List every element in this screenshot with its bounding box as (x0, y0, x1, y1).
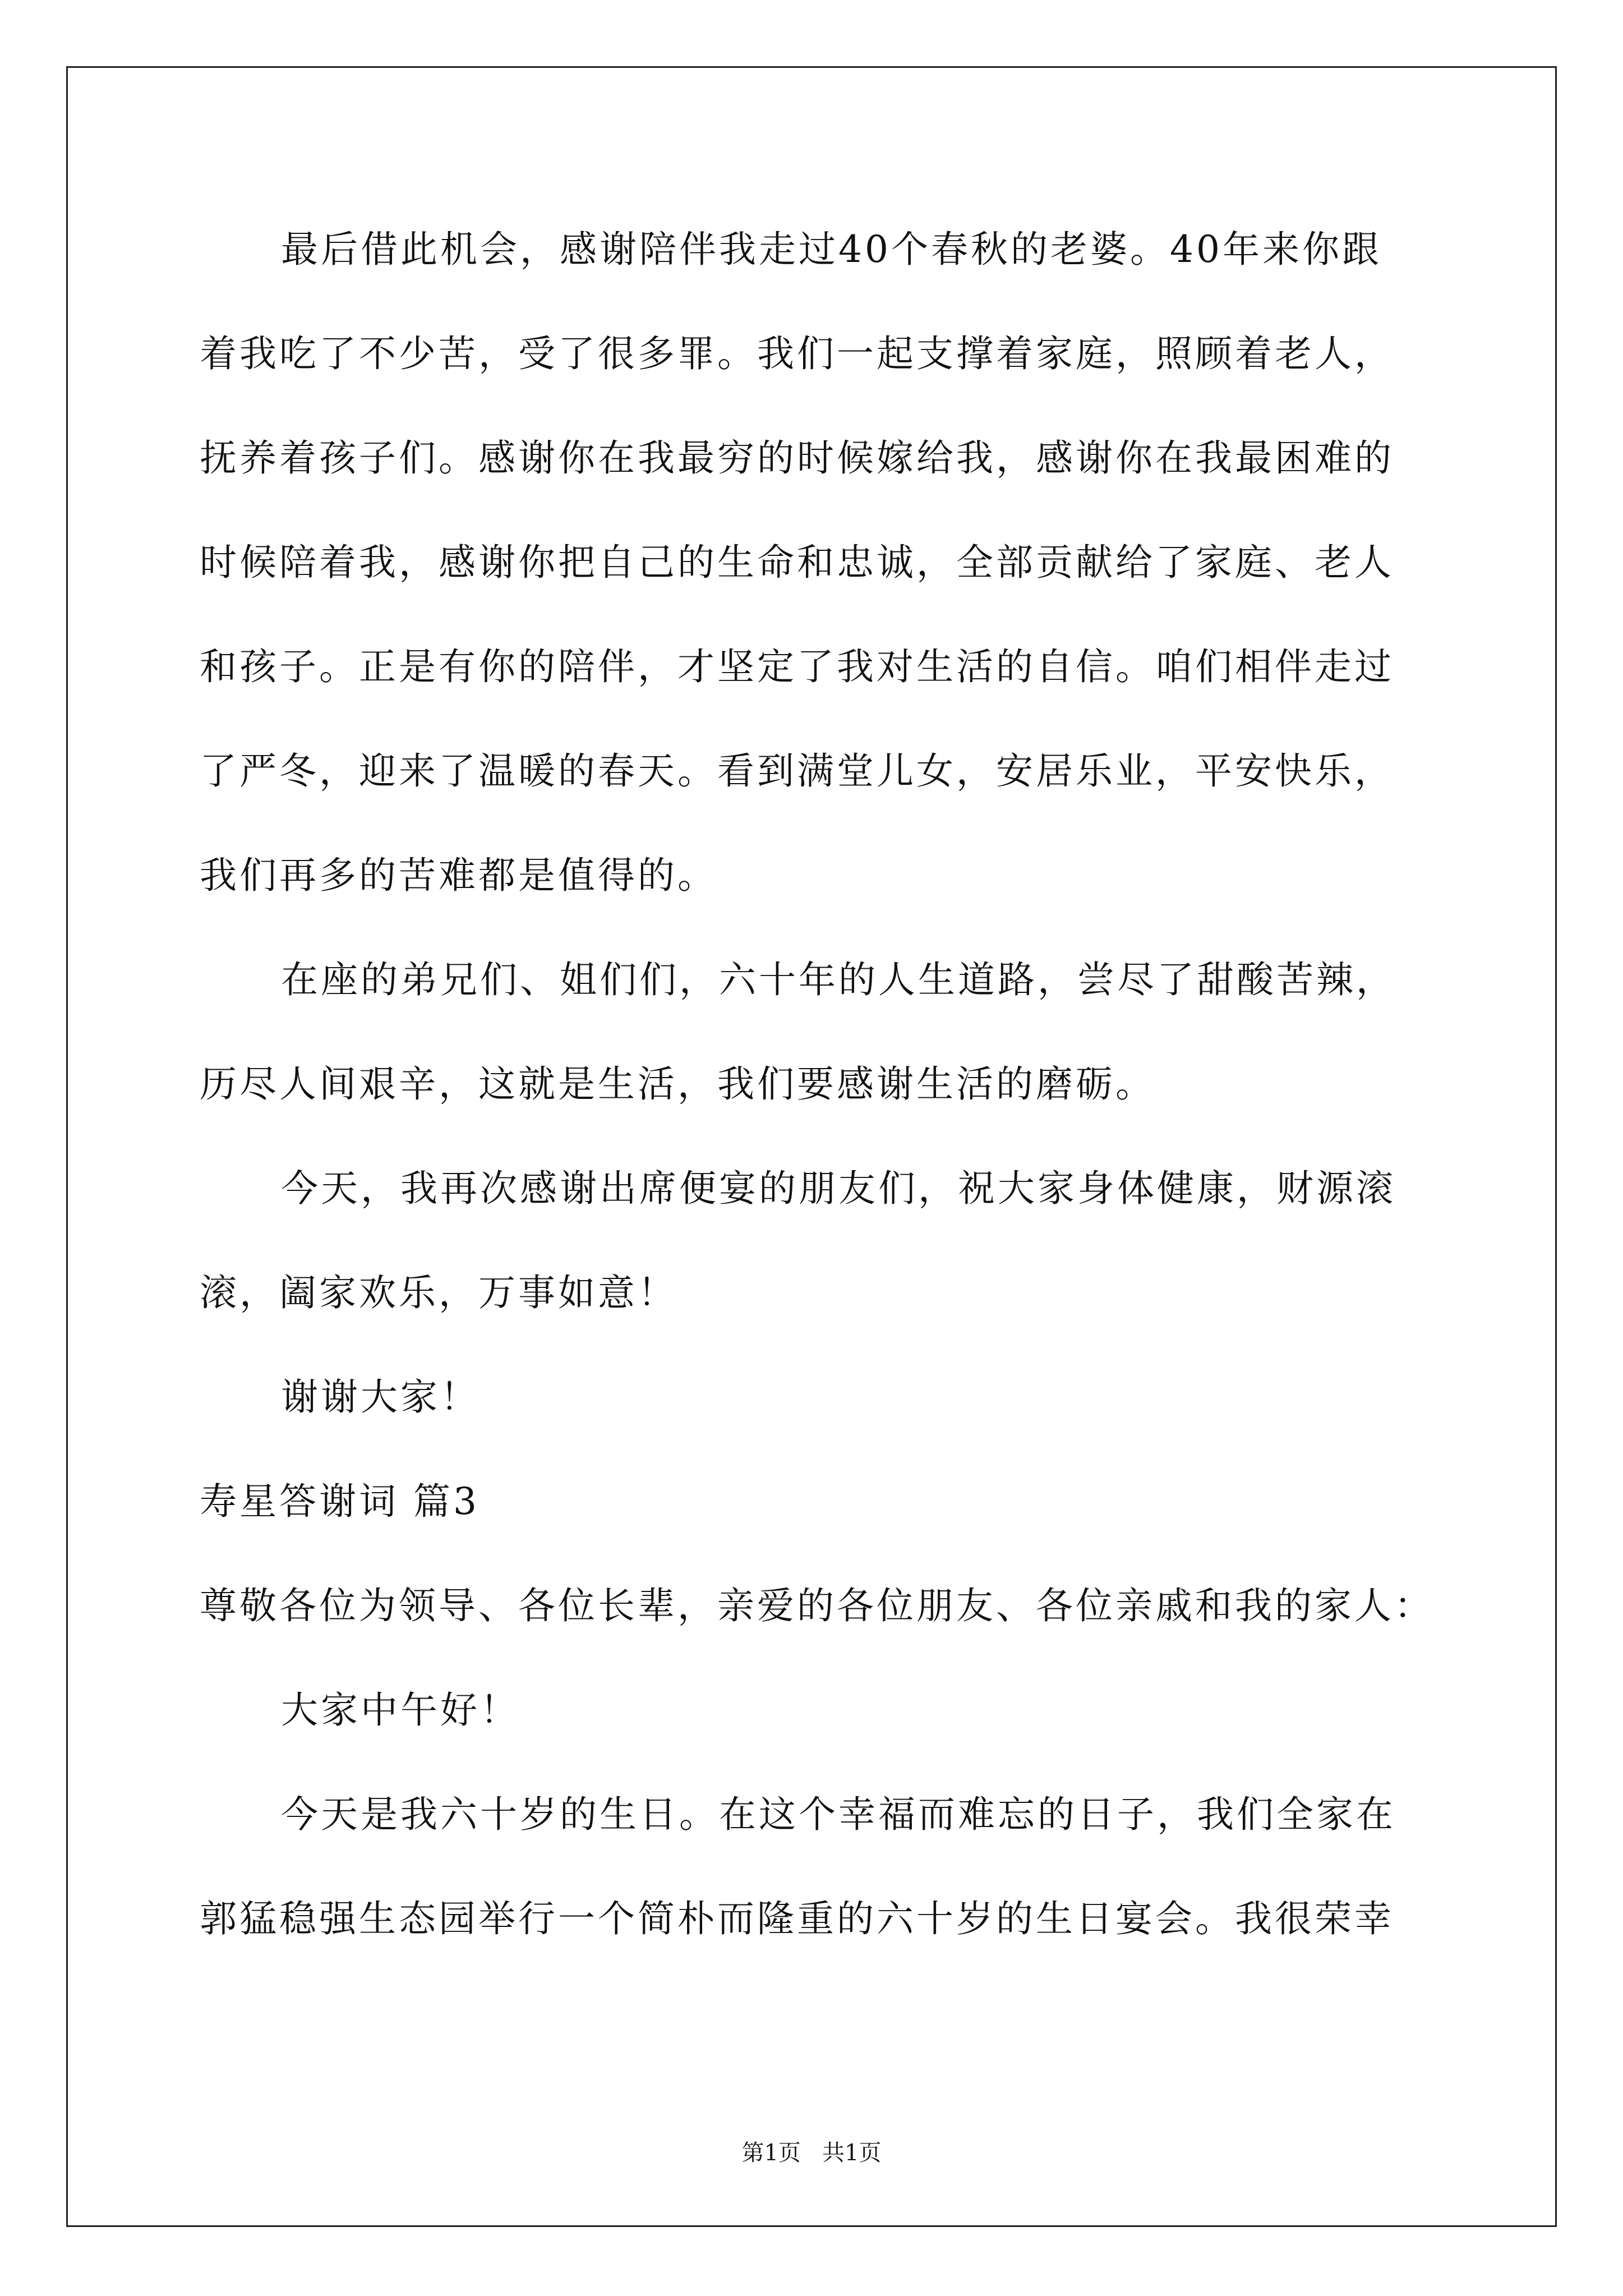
paragraph-line: 着我吃了不少苦，受了很多罪。我们一起支撑着家庭，照顾着老人， (200, 332, 1394, 375)
section-heading: 寿星答谢词 篇3 (200, 1480, 479, 1523)
paragraph-line: 历尽人间艰辛，这就是生活，我们要感谢生活的磨砺。 (200, 1062, 1155, 1106)
paragraph-line: 我们再多的苦难都是值得的。 (200, 854, 717, 897)
paragraph-line: 滚，阖家欢乐，万事如意！ (200, 1271, 677, 1314)
salutation-line: 尊敬各位为领导、各位长辈，亲爱的各位朋友、各位亲戚和我的家人： (200, 1584, 1434, 1627)
paragraph-line: 最后借此机会，感谢陪伴我走过40个春秋的老婆。40年来你跟 (281, 228, 1382, 271)
paragraph-line: 谢谢大家！ (281, 1375, 480, 1419)
paragraph-line: 时候陪着我，感谢你把自己的生命和忠诚，全部贡献给了家庭、老人 (200, 541, 1394, 584)
paragraph-line: 抚养着孩子们。感谢你在我最穷的时候嫁给我，感谢你在我最困难的 (200, 436, 1394, 480)
paragraph-line: 和孩子。正是有你的陪伴，才坚定了我对生活的自信。咱们相伴走过 (200, 645, 1394, 688)
paragraph-line: 在座的弟兄们、姐们们，六十年的人生道路，尝尽了甜酸苦辣， (281, 958, 1396, 1001)
document-body (200, 197, 1450, 1971)
paragraph-line: 今天是我六十岁的生日。在这个幸福而难忘的日子，我们全家在 (281, 1793, 1396, 1836)
page-footer: 第1页 共1页 (741, 2140, 882, 2166)
paragraph-line: 今天，我再次感谢出席便宴的朋友们，祝大家身体健康，财源滚 (281, 1167, 1396, 1210)
paragraph-line: 郭猛稳强生态园举行一个简朴而隆重的六十岁的生日宴会。我很荣幸 (200, 1897, 1394, 1940)
paragraph-line: 了严冬，迎来了温暖的春天。看到满堂儿女，安居乐业，平安快乐， (200, 749, 1394, 793)
greeting-line: 大家中午好！ (281, 1688, 520, 1732)
